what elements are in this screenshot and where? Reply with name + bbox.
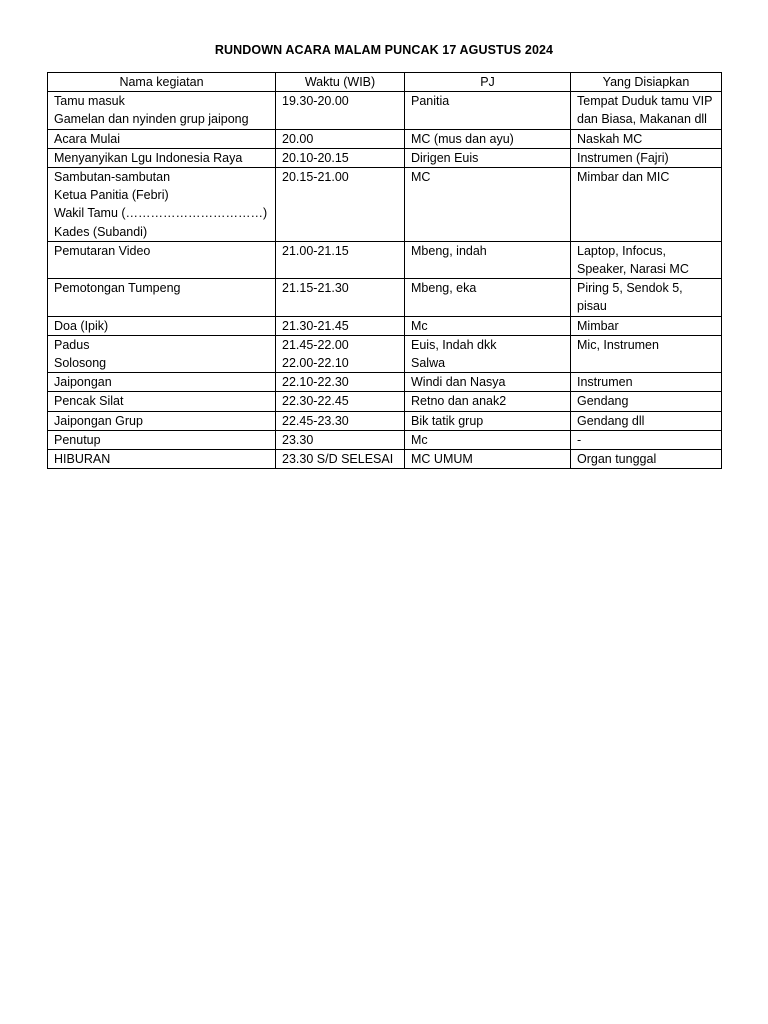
table-row xyxy=(48,430,722,449)
table-row xyxy=(48,92,722,129)
cell-nama-kegiatan: Padus Solosong xyxy=(48,335,276,372)
cell-waktu: 20.00 xyxy=(276,129,405,148)
cell-yang-disiapkan: Instrumen (Fajri) xyxy=(571,148,722,167)
header-yang-disiapkan: Yang Disiapkan xyxy=(571,73,722,92)
cell-nama-kegiatan: Jaipongan Grup xyxy=(48,411,276,430)
cell-nama-kegiatan: Penutup xyxy=(48,430,276,449)
cell-pj: MC xyxy=(405,168,571,242)
cell-yang-disiapkan: Tempat Duduk tamu VIP dan Biasa, Makanan dll xyxy=(571,92,722,129)
cell-nama-kegiatan: Pemutaran Video xyxy=(48,241,276,278)
header-waktu: Waktu (WIB) xyxy=(276,73,405,92)
cell-waktu: 21.45-22.00 22.00-22.10 xyxy=(276,335,405,372)
cell-yang-disiapkan: - xyxy=(571,430,722,449)
table-row xyxy=(48,373,722,392)
cell-pj: Panitia xyxy=(405,92,571,129)
table-row xyxy=(48,392,722,411)
cell-pj: Mbeng, indah xyxy=(405,241,571,278)
cell-yang-disiapkan: Mic, Instrumen xyxy=(571,335,722,372)
cell-pj: Dirigen Euis xyxy=(405,148,571,167)
table-row xyxy=(48,168,722,242)
table-row xyxy=(48,411,722,430)
cell-waktu: 23.30 S/D SELESAI xyxy=(276,450,405,469)
cell-yang-disiapkan: Piring 5, Sendok 5, pisau xyxy=(571,279,722,316)
cell-waktu: 23.30 xyxy=(276,430,405,449)
cell-yang-disiapkan: Organ tunggal xyxy=(571,450,722,469)
table-row xyxy=(48,316,722,335)
cell-nama-kegiatan: Pencak Silat xyxy=(48,392,276,411)
cell-yang-disiapkan: Naskah MC xyxy=(571,129,722,148)
table-row xyxy=(48,279,722,316)
cell-yang-disiapkan: Gendang xyxy=(571,392,722,411)
table-row xyxy=(48,148,722,167)
cell-nama-kegiatan: Tamu masuk Gamelan dan nyinden grup jaipong xyxy=(48,92,276,129)
cell-pj: Bik tatik grup xyxy=(405,411,571,430)
cell-waktu: 21.30-21.45 xyxy=(276,316,405,335)
cell-pj: Mbeng, eka xyxy=(405,279,571,316)
rundown-table xyxy=(47,72,722,469)
header-nama-kegiatan: Nama kegiatan xyxy=(48,73,276,92)
cell-waktu: 22.30-22.45 xyxy=(276,392,405,411)
cell-yang-disiapkan: Instrumen xyxy=(571,373,722,392)
cell-nama-kegiatan: Menyanyikan Lgu Indonesia Raya xyxy=(48,148,276,167)
cell-waktu: 22.10-22.30 xyxy=(276,373,405,392)
cell-yang-disiapkan: Mimbar xyxy=(571,316,722,335)
header-pj: PJ xyxy=(405,73,571,92)
cell-pj: MC UMUM xyxy=(405,450,571,469)
cell-nama-kegiatan: HIBURAN xyxy=(48,450,276,469)
table-row xyxy=(48,241,722,278)
cell-yang-disiapkan: Mimbar dan MIC xyxy=(571,168,722,242)
cell-pj: MC (mus dan ayu) xyxy=(405,129,571,148)
cell-pj: Windi dan Nasya xyxy=(405,373,571,392)
cell-nama-kegiatan: Acara Mulai xyxy=(48,129,276,148)
cell-pj: Euis, Indah dkk Salwa xyxy=(405,335,571,372)
cell-nama-kegiatan: Doa (Ipik) xyxy=(48,316,276,335)
cell-nama-kegiatan: Sambutan-sambutan Ketua Panitia (Febri) Wakil Tamu (……………………………) Kades (Subandi) xyxy=(48,168,276,242)
cell-nama-kegiatan: Pemotongan Tumpeng xyxy=(48,279,276,316)
cell-yang-disiapkan: Gendang dll xyxy=(571,411,722,430)
cell-pj: Mc xyxy=(405,430,571,449)
cell-pj: Retno dan anak2 xyxy=(405,392,571,411)
cell-waktu: 20.10-20.15 xyxy=(276,148,405,167)
page-title: RUNDOWN ACARA MALAM PUNCAK 17 AGUSTUS 2024 xyxy=(214,43,554,57)
cell-waktu: 22.45-23.30 xyxy=(276,411,405,430)
cell-nama-kegiatan: Jaipongan xyxy=(48,373,276,392)
cell-pj: Mc xyxy=(405,316,571,335)
cell-waktu: 21.00-21.15 xyxy=(276,241,405,278)
table-row xyxy=(48,335,722,372)
cell-waktu: 21.15-21.30 xyxy=(276,279,405,316)
table-header-row xyxy=(48,73,722,92)
cell-waktu: 20.15-21.00 xyxy=(276,168,405,242)
cell-yang-disiapkan: Laptop, Infocus, Speaker, Narasi MC xyxy=(571,241,722,278)
cell-waktu: 19.30-20.00 xyxy=(276,92,405,129)
table-row xyxy=(48,450,722,469)
table-row xyxy=(48,129,722,148)
